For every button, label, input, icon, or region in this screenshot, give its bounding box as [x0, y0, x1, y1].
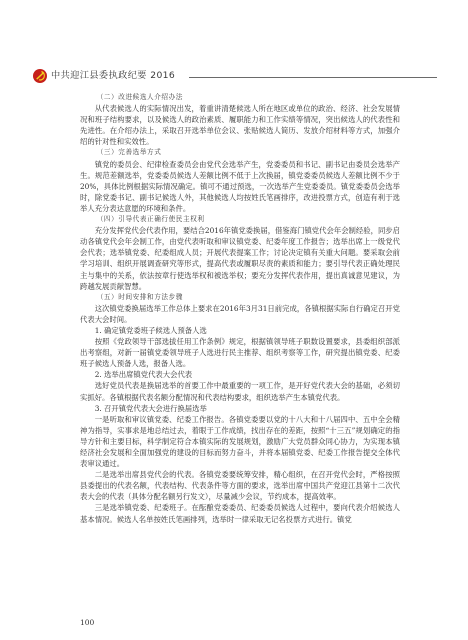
section-heading: 3. 召开镇党代表大会进行换届选举: [94, 403, 207, 413]
page-number: 100: [80, 618, 95, 627]
body-paragraph: 充分发挥党代会代表作用，要结合2016年镇党委换届，借鉴海门镇党代会年会制经验，同步启动各镇党代会年会制工作，由党代表听取和审议镇党委、纪委年度工作报告；选举出席上一级党代会代表；选举镇党委、纪委组成人员；开展代表提案工作；讨论决定镇有关重大问题。要采取会前学习培训、组织开展调查研究等形式，提高代表或履职尽责的素质和能力；要引导代表正确处理民主与集中的关系，依法按章行使选举权和被选举权；要充分发挥代表作用，提出真诚意见建议，为跨越发展贡献智慧。: [80, 226, 400, 291]
section-heading: 2. 选举出席镇党代表大会代表: [94, 370, 193, 380]
body-paragraph: 按照《党政领导干部选拔任用工作条例》规定，根据镇领导班子职数设置要求，县委组织部派出考察组，对新一届镇党委领导班子人选进行民主推荐、组织考察等工作，研究提出镇党委、纪委班子候选人预备人选，报备人选。: [80, 337, 400, 369]
section-heading: （五）时间安排和方法步骤: [96, 292, 184, 301]
section-heading: 1. 确定镇党委班子候选人预备人选: [94, 325, 207, 335]
body-paragraph: 三是选举镇党委、纪委班子。在酝酿党委委员、纪委委员候选人过程中，要向代表介绍候选人基本情况。候选人名单按姓氏笔画排列，选举时一律采取无记名投票方式进行。镇党: [80, 503, 400, 524]
header-title: 中共迎江县委执政纪要 2016: [51, 70, 176, 81]
body-paragraph: 选好党员代表是换届选举的首要工作中最重要的一项工作，是开好党代表大会的基础，必须切实抓好。各镇根据代表名额分配情况和代表结构要求，组织选举产生本镇党代表。: [80, 381, 400, 402]
section-heading: （二）改进候选人介绍办法: [96, 93, 184, 101]
body-paragraph: 这次镇党委换届选举工作总体上要求在2016年3月31日前完成，各镇根据实际自行确定召开党代表大会时间。: [80, 303, 400, 324]
body-paragraph: 从代表候选人的实际情况出发，着重讲清楚候选人所在地区或单位的政治、经济、社会发展情况和班子结构要求，以及候选人的政治素质、履职能力和工作实绩等情况，突出候选人的代表性和先进性。在介绍办法上，采取召开选举单位会议、张贴候选人简历、发放介绍材料等方式，加强介绍的针对性和实效性。: [80, 104, 400, 147]
document-body: [80, 92, 400, 525]
section-heading: （四）引导代表正确行使民主权利: [96, 215, 205, 224]
body-paragraph: 二是选举出席县党代会的代表。各镇党委要统筹安排，精心组织，在召开党代会时，严格按照县委提出的代表名额，代表结构、代表条件等方面的要求，选举出席中国共产党迎江县第十二次代表大会的代表（具体分配名额另行发文），尽量减少会议，节约成本，提高效率。: [80, 470, 400, 502]
running-header: [33, 69, 437, 83]
section-heading: （三）完善选举方式: [96, 148, 162, 157]
party-emblem-icon: [33, 69, 47, 83]
body-paragraph: 镇党的委员会、纪律检查委员会由党代会选举产生，党委委员和书记、副书记由委员会选举产生。规范差额选举，党委委员候选人差额比例不低于上次换届，镇党委委员候选人差额比例不少于20%，具体比例根据实际情况确定。镇可不通过预选，一次选举产生党委委员。镇党委委员会选举时，除党委书记、副书记候选人外，其他候选人均按姓氏笔画排序，改进投票方式，创造有利于选举人充分表达意愿的环境和条件。: [80, 159, 400, 213]
header-rule: [189, 77, 437, 78]
body-paragraph: 一是听取和审议镇党委、纪委工作报告。各镇党委要以党的十八大和十八届四中、五中全会精神为指导，实事求是地总结过去，着眼于工作成绩，找出存在的差距，按照“十三五”规划确定的指导方针和主要目标，科学制定符合本镇实际的发展规划，激励广大党员群众同心协力，为实现本镇经济社会发展和全面加强党的建设的目标而努力奋斗，并将本届镇党委、纪委工作报告提交全体代表审议通过。: [80, 414, 400, 469]
